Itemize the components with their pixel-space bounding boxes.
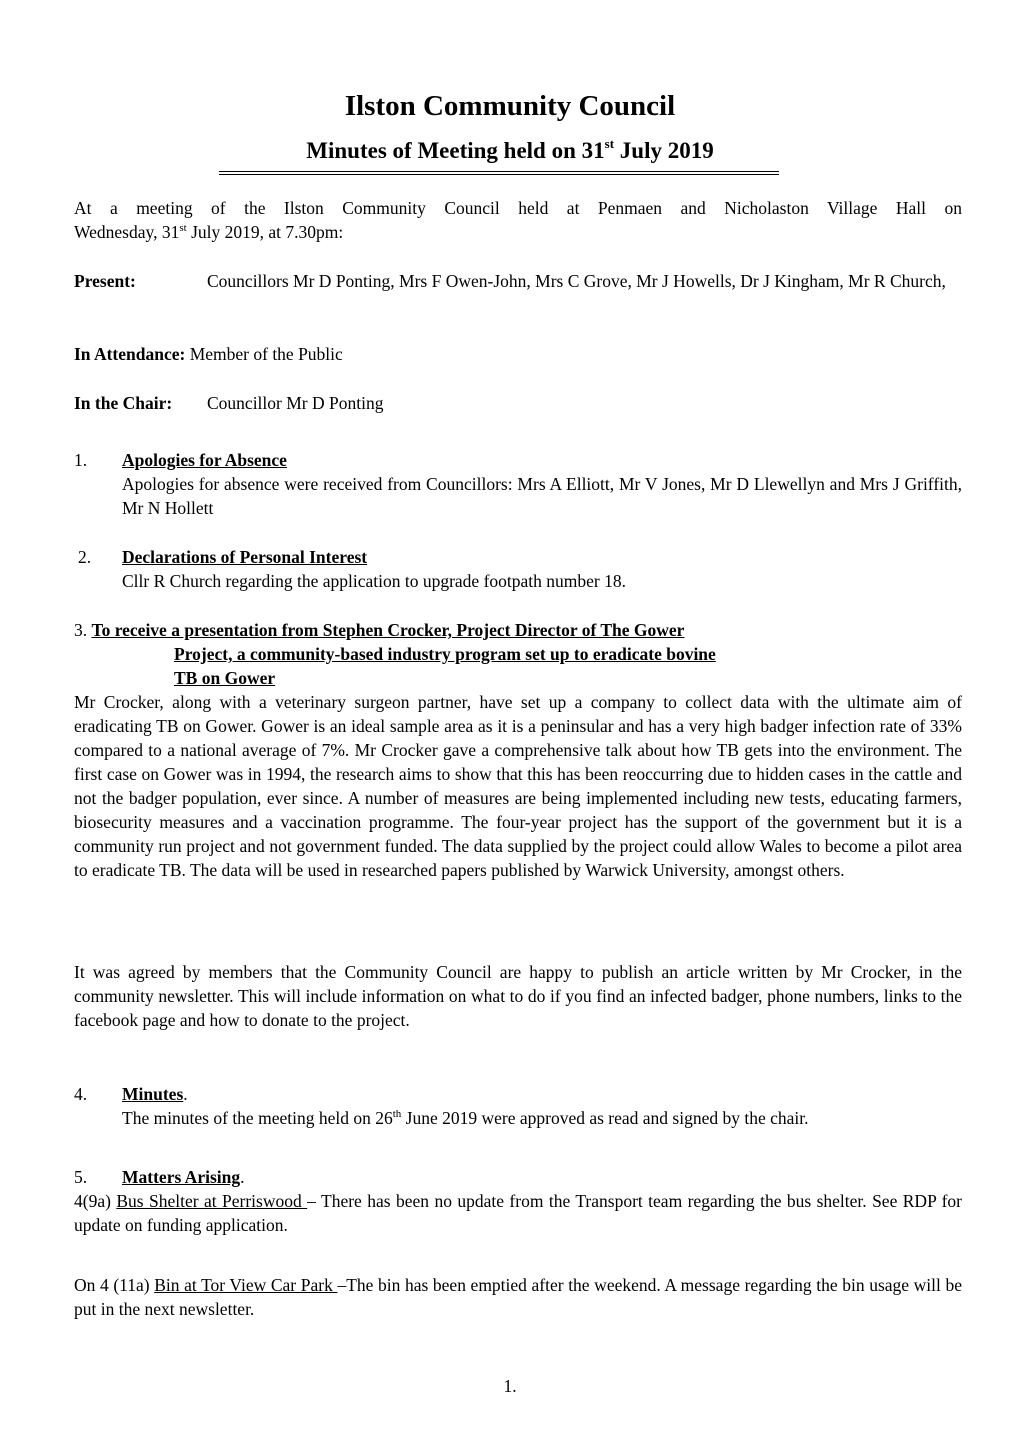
presentation-paragraph-2: It was agreed by members that the Community Council are happy to publish an article written by Mr Crocker, in the community newsletter. This will include information on what to do if you find an infected badger, phone numbers, links to the facebook page and how to donate to the project.	[74, 962, 962, 1030]
item-number: 2.	[78, 547, 92, 567]
chair-label: In the Chair:	[74, 393, 173, 413]
bin-ref: Bin at Tor View Car Park	[154, 1275, 338, 1295]
bus-shelter-paragraph: 4(9a) Bus Shelter at Perriswood – There has been no update from the Transport team regarding the bus shelter. See RDP for update on funding application.	[74, 1191, 962, 1235]
minutes-text: The minutes of the meeting held on 26th June 2019 were approved as read and signed by the chair.	[122, 1108, 809, 1128]
page-title: Ilston Community Council	[344, 90, 676, 122]
page-number: 1.	[503, 1376, 517, 1396]
presentation-heading-line3: TB on Gower	[174, 668, 276, 688]
declarations-text: Cllr R Church regarding the application to upgrade footpath number 18.	[122, 571, 626, 591]
presentation-paragraph-1: Mr Crocker, along with a veterinary surgeon partner, have set up a company to collect data with the ultimate aim of eradicating TB on Gower. Gower is an ideal sample area as it is a peninsular and has a very high badger infection rate of 33% compared to a national average of 7%. Mr Crocker gave a comprehensive talk about how TB gets into the environment. The first case on Gower was in 1994, the research aims to show that this has been reoccurring due to hidden cases in the cattle and not the badger population, ever since. A number of measures are being implemented including new tests, educating farmers, biosecurity measures and a vaccination programme. The four-year project has the support of the government but it is a community run project and not government funded. The data supplied by the project could allow Wales to become a pilot area to eradicate TB. The data will be used in researched papers published by Warwick University, amongst others.	[74, 692, 962, 880]
minutes-heading: Minutes.	[122, 1084, 188, 1104]
item-number: 4.	[74, 1084, 88, 1104]
bin-paragraph: On 4 (11a) Bin at Tor View Car Park –The bin has been emptied after the weekend. A message regarding the bin usage will be put in the next newsletter.	[74, 1275, 962, 1319]
present-text: Councillors Mr D Ponting, Mrs F Owen-John, Mrs C Grove, Mr J Howells, Dr J Kingham, Mr R Church,	[207, 271, 946, 291]
chair-text: Councillor Mr D Ponting	[207, 393, 384, 413]
page-subtitle: Minutes of Meeting held on 31st July 2019	[306, 136, 714, 163]
attendance-text: Member of the Public	[185, 344, 343, 364]
item-number: 5.	[74, 1167, 88, 1187]
apologies-text: Apologies for absence were received from Councillors: Mrs A Elliott, Mr V Jones, Mr D Llewellyn and Mrs J Griffith, Mr N Hollett	[122, 474, 962, 518]
presentation-heading-line1: 3. To receive a presentation from Stephen Crocker, Project Director of The Gower	[74, 620, 685, 640]
item-number: 3.	[74, 620, 92, 640]
declarations-heading: Declarations of Personal Interest	[122, 547, 368, 567]
attendance-label: In Attendance:	[74, 344, 186, 364]
title-double-rule	[219, 171, 779, 175]
item-number: 1.	[74, 450, 88, 470]
matters-heading: Matters Arising.	[122, 1167, 245, 1187]
presentation-heading-line2: Project, a community-based industry program set up to eradicate bovine	[174, 644, 716, 664]
intro-paragraph: At a meeting of the Ilston Community Council held at Penmaen and Nicholaston Village Hall on Wednesday, 31st July 2019, at 7.30pm:	[74, 198, 962, 242]
present-label: Present:	[74, 271, 136, 291]
apologies-heading: Apologies for Absence	[122, 450, 287, 470]
bus-shelter-ref: Bus Shelter at Perriswood	[116, 1191, 308, 1211]
attendance-line	[74, 342, 962, 366]
